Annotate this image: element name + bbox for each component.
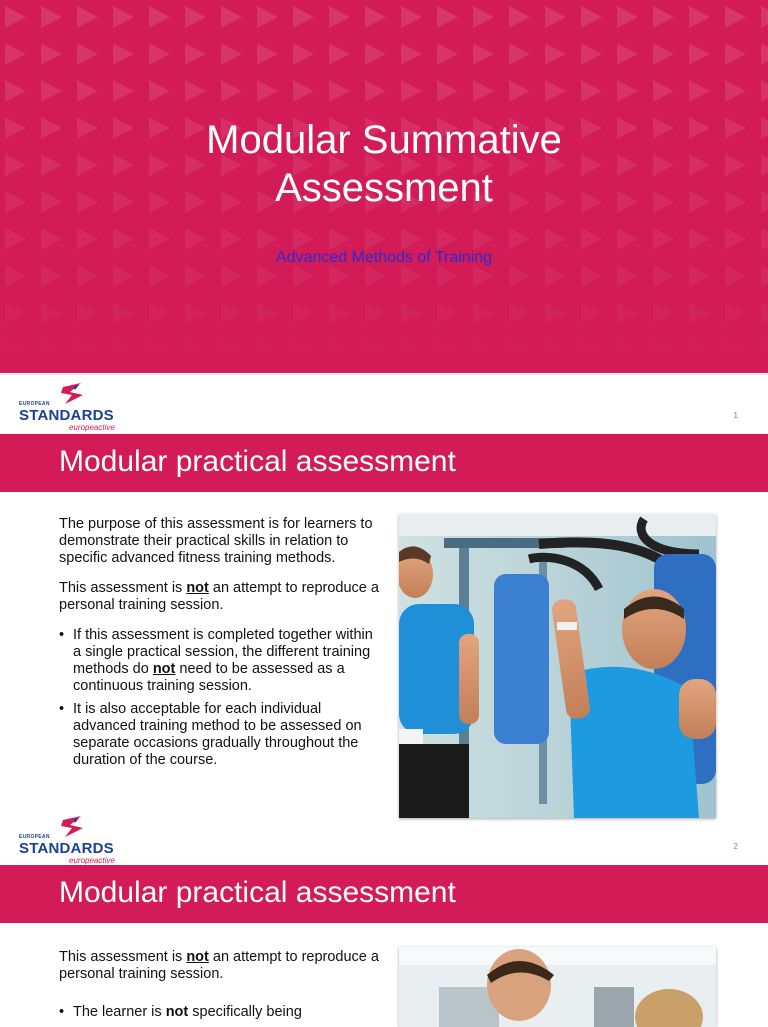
- trainer-client-photo: [399, 947, 716, 1027]
- page-number: 2: [733, 842, 738, 851]
- slide-heading: Modular practical assessment: [59, 876, 456, 909]
- emphasis-text: not: [152, 661, 176, 677]
- heading-band: [0, 434, 768, 492]
- slide-subtitle: Advanced Methods of Training: [275, 249, 493, 266]
- content-slide-2: [0, 834, 768, 1024]
- title-slide: [0, 0, 768, 373]
- paragraph: [59, 949, 379, 983]
- gym-illustration: [399, 947, 716, 1027]
- runner-mark-icon: [61, 383, 85, 405]
- text-run: specifically being: [188, 1004, 302, 1020]
- slide-body: [59, 516, 379, 775]
- text-run: The learner is: [73, 1004, 166, 1020]
- paragraph: [59, 580, 379, 614]
- emphasis-text: not: [165, 1004, 189, 1020]
- text-run: This assessment is: [59, 580, 187, 596]
- logo-main-text: STANDARDS: [19, 407, 114, 424]
- emphasis-text: not: [186, 580, 209, 596]
- text-run: If this assessment is completed together within a single practical session, the different training methods do: [73, 627, 373, 677]
- logo-main-text: STANDARDS: [19, 840, 114, 857]
- bullet-item: [73, 1004, 379, 1021]
- text-run: an attempt to reproduce a personal training session.: [59, 580, 379, 613]
- slide-body: [59, 949, 379, 1027]
- bullet-item: [73, 627, 379, 695]
- bullet-item: • It is also acceptable for each individual advanced training method to be assessed on separate occasions gradually throughout the duration of the course.: [73, 701, 379, 769]
- title-line-1: Modular Summative: [206, 118, 562, 162]
- slide-heading: Modular practical assessment: [59, 445, 456, 478]
- logo-small-text: EUROPEAN: [19, 401, 50, 407]
- text-run: an attempt to reproduce a personal training session.: [59, 949, 379, 982]
- logo-tagline: europeactive: [69, 423, 115, 432]
- content-slide-1: [0, 374, 768, 865]
- slide-title: [0, 116, 768, 212]
- logo-small-text: EUROPEAN: [19, 834, 50, 840]
- runner-mark-icon: [61, 816, 85, 838]
- text-run: need to be assessed as a continuous training session.: [73, 661, 345, 694]
- european-standards-logo: [19, 816, 123, 865]
- title-line-2: Assessment: [275, 166, 493, 210]
- paragraph: The purpose of this assessment is for learners to demonstrate their practical skills in relation to specific advanced fitness training methods.: [59, 516, 373, 566]
- heading-band: [0, 865, 768, 923]
- emphasis-text: not: [186, 949, 209, 965]
- bullet-list: [59, 627, 379, 769]
- logo-tagline: europeactive: [69, 856, 115, 865]
- page-number: 1: [733, 411, 738, 420]
- trainer-gym-photo: [399, 514, 716, 818]
- text-run: This assessment is: [59, 949, 187, 965]
- bullet-list: [59, 1004, 379, 1021]
- european-standards-logo: [19, 383, 123, 432]
- gym-illustration: [399, 514, 716, 818]
